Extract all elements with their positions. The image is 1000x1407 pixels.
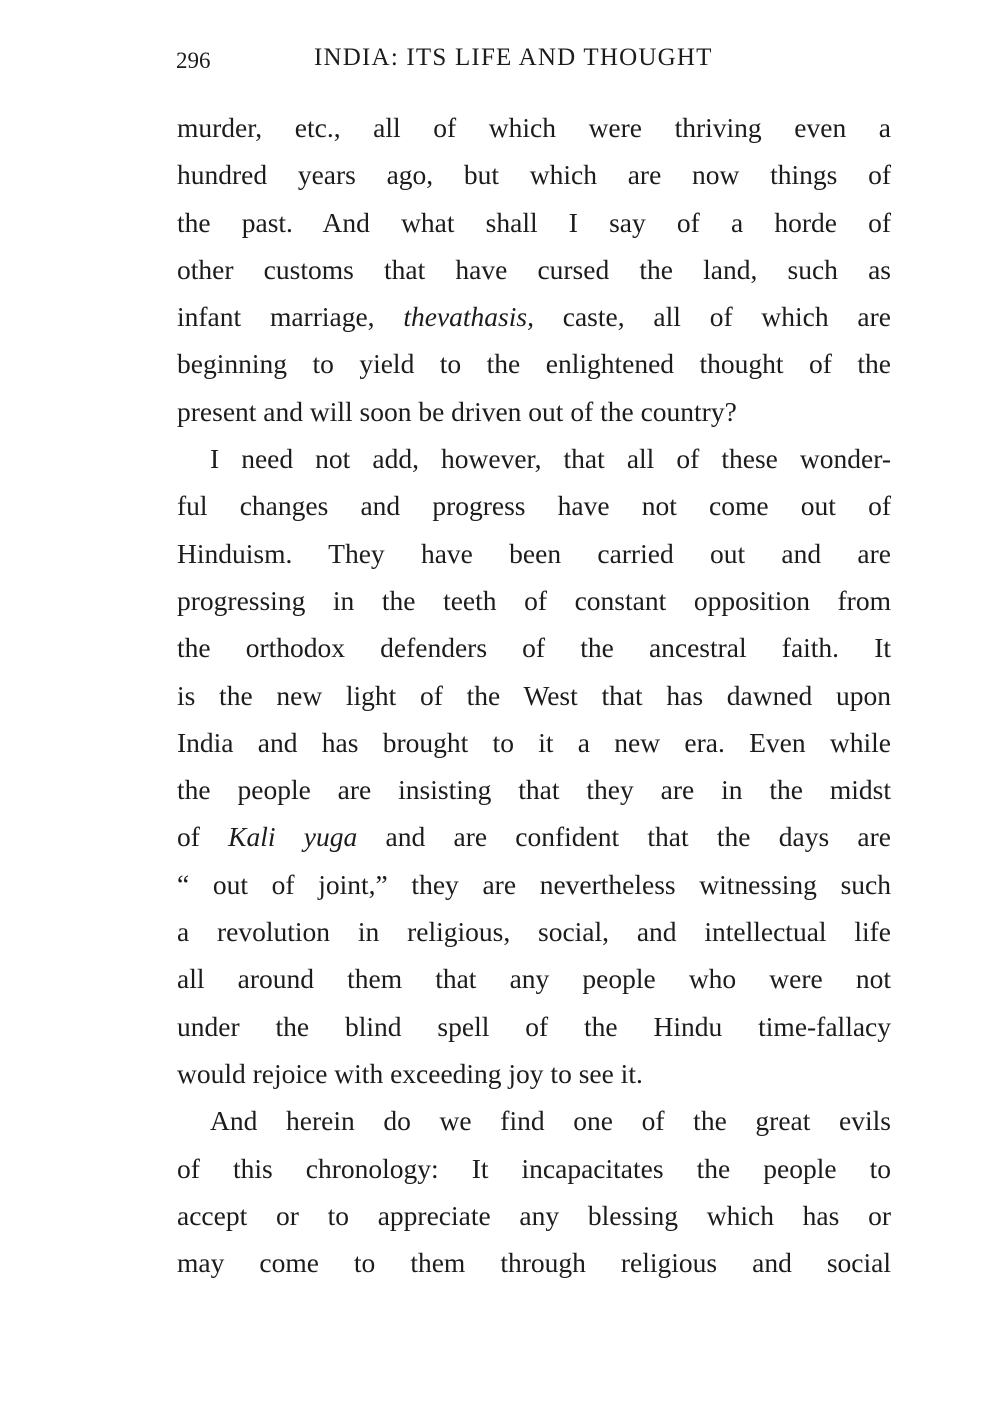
text-line: hundred years ago, but which are now things of (177, 159, 891, 191)
text-line: “ out of joint,” they are nevertheless witnessing such (177, 868, 891, 900)
text-line: under the blind spell of the Hindu time-fallacy (177, 1010, 891, 1042)
page-number: 296 (176, 48, 211, 73)
text-line: a revolution in religious, social, and intellectual life (177, 916, 891, 948)
text-line: the people are insisting that they are in the midst (177, 774, 891, 806)
paragraph (177, 435, 891, 1097)
italic-term: Kali yuga (228, 821, 358, 853)
text-line: of this chronology: It incapacitates the people to (177, 1152, 891, 1184)
text-line: beginning to yield to the enlightened thought of the (177, 348, 891, 380)
text-line: India and has brought to it a new era. Even while (177, 726, 891, 758)
text-line: infant marriage, thevathasis, caste, all of which are (177, 301, 891, 333)
text-line: progressing in the teeth of constant opposition from (177, 584, 891, 616)
text-line: accept or to appreciate any blessing which has or (177, 1199, 891, 1231)
paragraph (177, 104, 891, 435)
running-title: INDIA: ITS LIFE AND THOUGHT (314, 44, 713, 71)
text-line: ful changes and progress have not come out of (177, 490, 891, 522)
text-line: the past. And what shall I say of a horde of (177, 206, 891, 238)
text-line: all around them that any people who were not (177, 963, 891, 995)
paragraph (177, 1097, 891, 1286)
text-line: murder, etc., all of which were thriving even a (177, 112, 891, 143)
italic-term: thevathasis, (403, 301, 534, 333)
text-line: is the new light of the West that has dawned upon (177, 679, 891, 711)
text-line: Hinduism. They have been carried out and are (177, 537, 891, 569)
text-line: may come to them through religious and social (177, 1247, 891, 1279)
text-line: other customs that have cursed the land, such as (177, 253, 891, 285)
text-line: of Kali yuga and are confident that the days are (177, 821, 891, 853)
page-header (176, 44, 892, 80)
text-line: would rejoice with exceeding joy to see it. (177, 1057, 643, 1089)
text-line: present and will soon be driven out of the country? (177, 395, 737, 427)
text-line: And herein do we find one of the great evils (210, 1105, 891, 1137)
text-line: I need not add, however, that all of these wonder- (210, 443, 891, 475)
text-line: the orthodox defenders of the ancestral faith. It (177, 632, 891, 664)
body-text (177, 104, 891, 1286)
